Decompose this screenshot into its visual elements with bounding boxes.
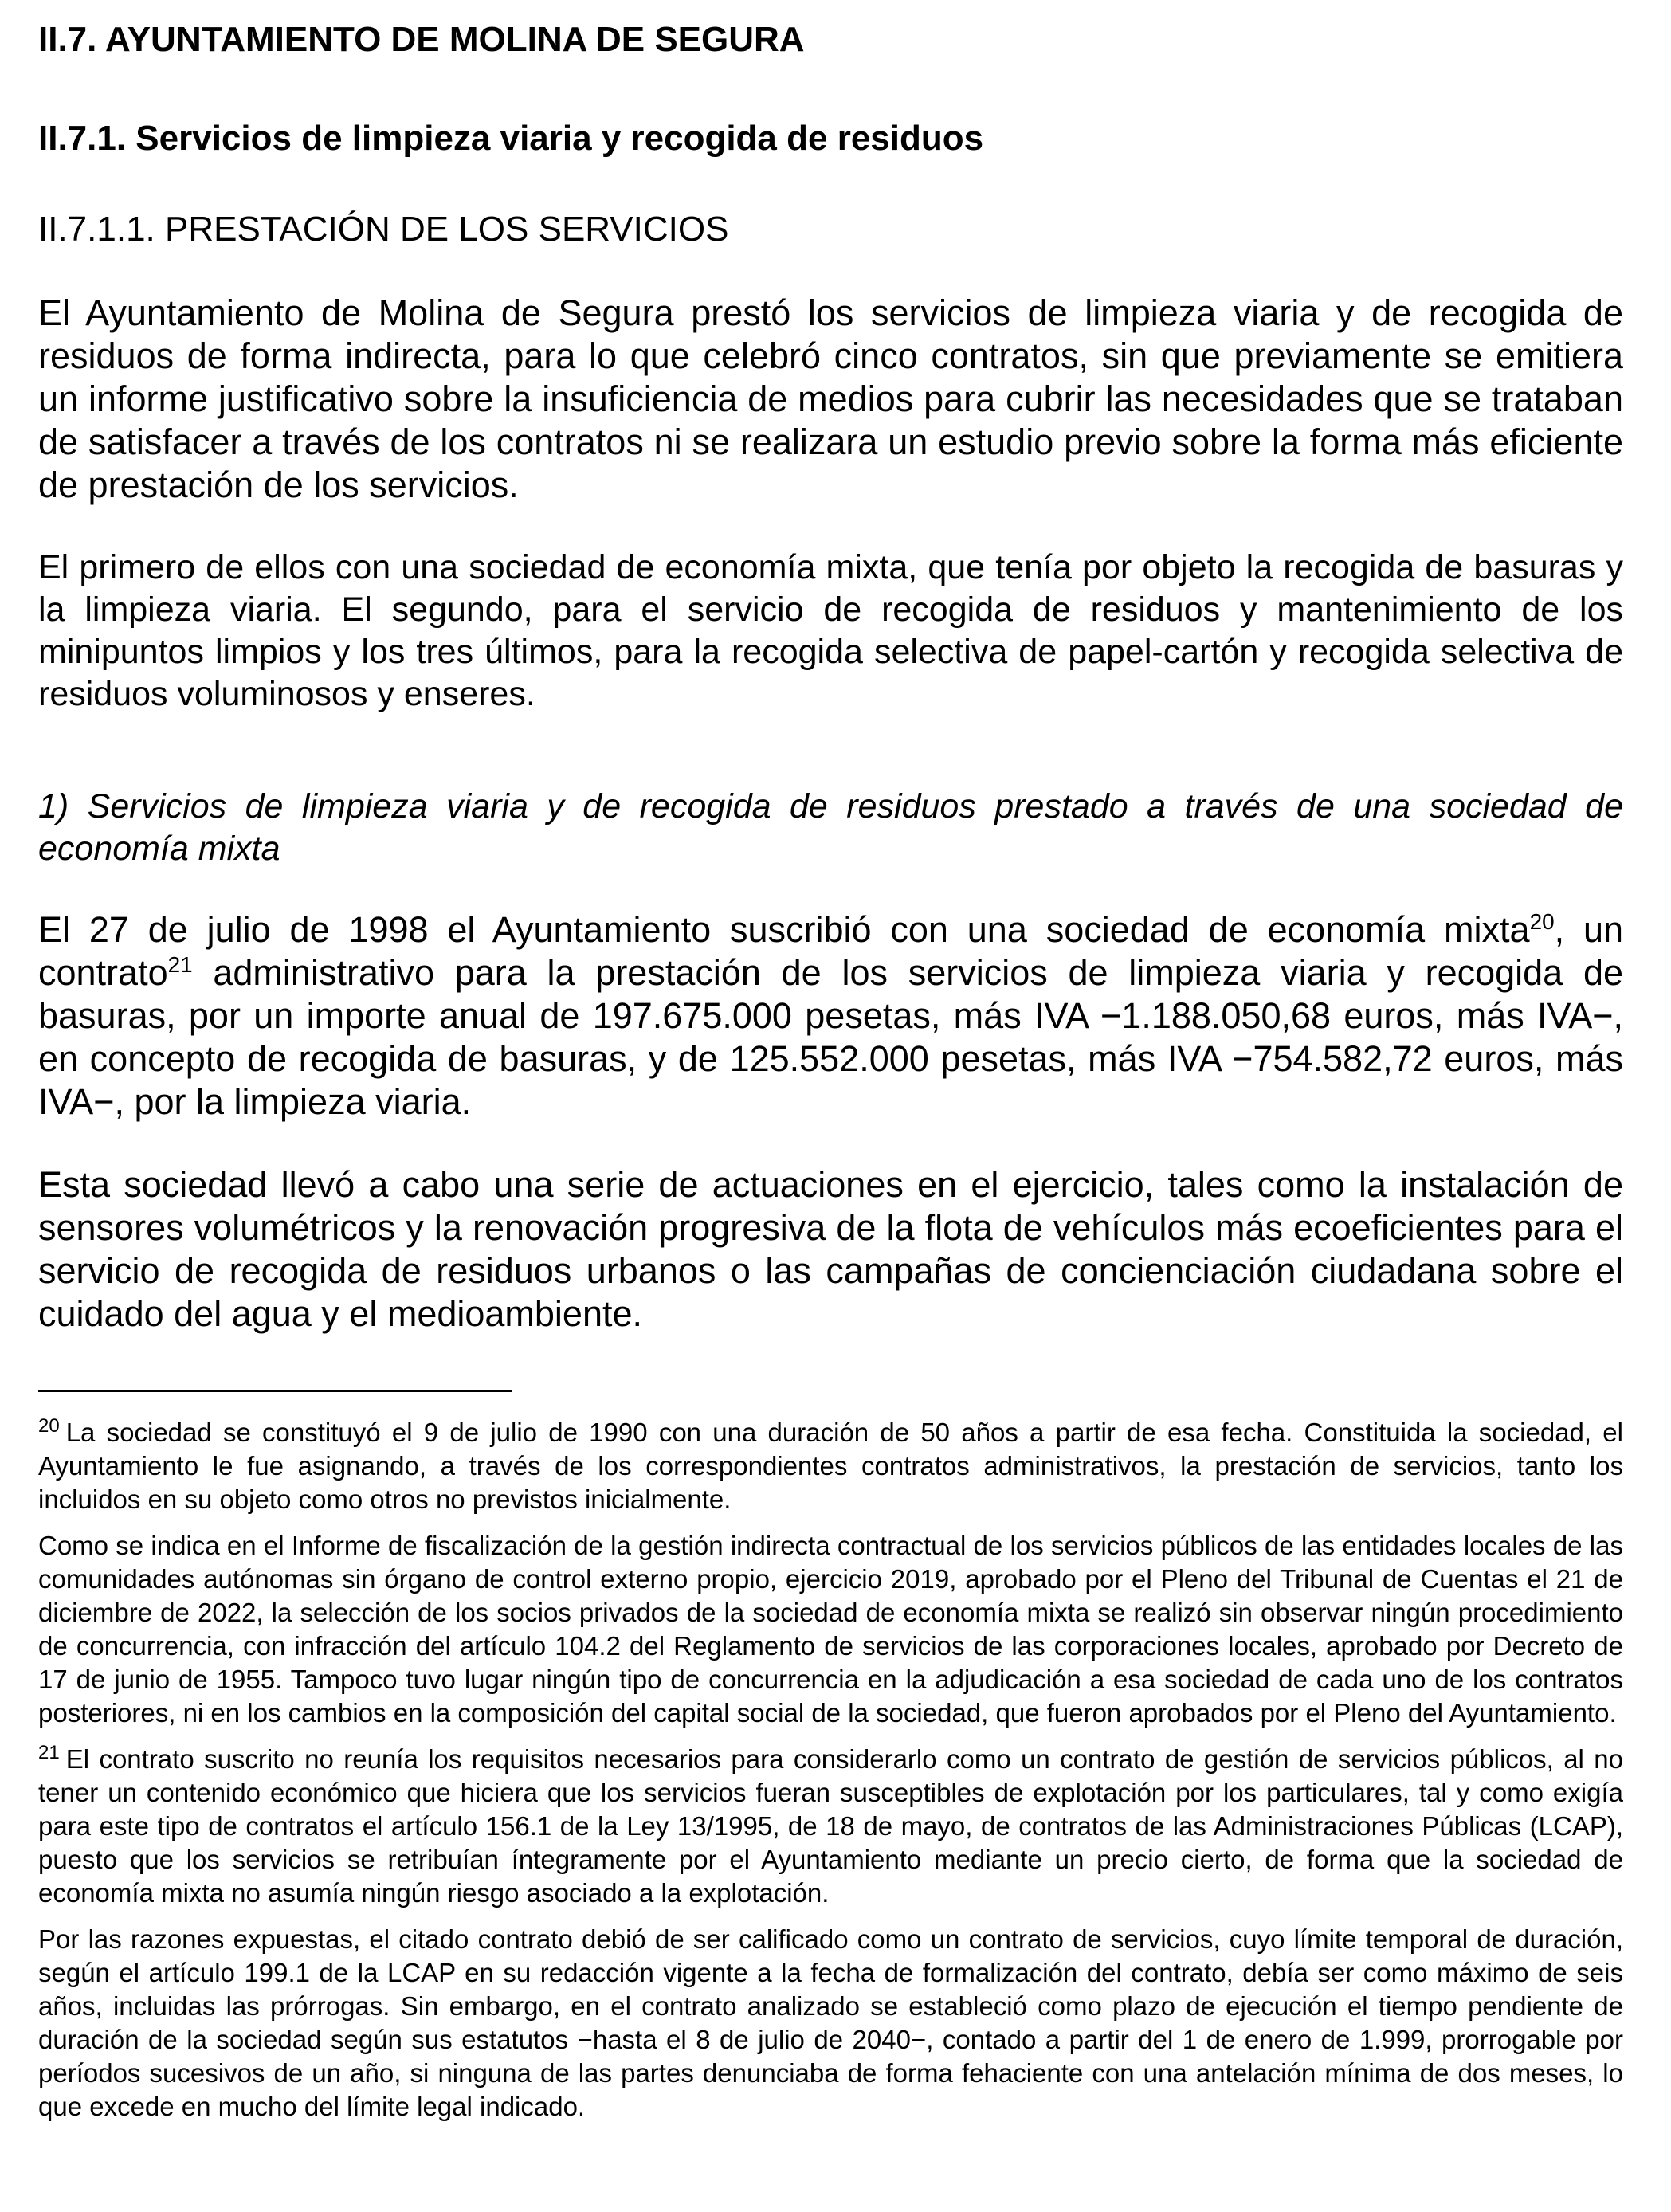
footnote-21-continuation: Por las razones expuestas, el citado contrato debió de ser calificado como un contrato de servicios, cuyo límite temporal de duración, según el artículo 199.1 de la LCAP en su redacción vigente a la fecha de formalización del contrato, debía ser como máximo de seis años, incluidas las prórrogas. Sin embargo, en el contrato analizado se estableció como plazo de ejecución el tiempo pendiente de duración de la sociedad según sus estatutos −hasta el 8 de julio de 2040−, contado a partir del 1 de enero de 1.999, prorrogable por períodos sucesivos de un año, si ninguna de las partes denunciaba de forma fehaciente con una antelación mínima de dos meses, lo que excede en mucho del límite legal indicado. xyxy=(38,1924,1623,2121)
section-heading: II.7. AYUNTAMIENTO DE MOLINA DE SEGURA xyxy=(38,20,805,59)
sub-subsection-heading: II.7.1.1. PRESTACIÓN DE LOS SERVICIOS xyxy=(38,210,729,249)
paragraph-contract-1998 xyxy=(38,908,1623,1124)
footnote-21-mark: 21 xyxy=(38,1742,60,1763)
footnote-21 xyxy=(38,1743,1623,1910)
paragraph-intro: El Ayuntamiento de Molina de Segura prestó los servicios de limpieza viaria y de recogida de residuos de forma indirecta, para lo que celebró cinco contratos, sin que previamente se emitiera un informe justificativo sobre la insuficiencia de medios para cubrir las necesidades que se trataban de satisfacer a través de los contratos ni se realizara un estudio previo sobre la forma más eficiente de prestación de los servicios. xyxy=(38,292,1623,505)
paragraph-contracts: El primero de ellos con una sociedad de economía mixta, que tenía por objeto la recogida de basuras y la limpieza viaria. El segundo, para el servicio de recogida de residuos y mantenimiento de los minipuntos limpios y los tres últimos, para la recogida selectiva de papel-cartón y recogida selectiva de residuos voluminosos y enseres. xyxy=(38,548,1623,713)
footnote-20-mark: 20 xyxy=(38,1415,60,1437)
footnote-ref-21[interactable]: 21 xyxy=(167,952,193,977)
footnote-20-continuation: Como se indica en el Informe de fiscalización de la gestión indirecta contractual de los servicios públicos de las entidades locales de las comunidades autónomas sin órgano de control externo propio, ejercicio 2019, aprobado por el Pleno del Tribunal de Cuentas el 21 de diciembre de 2022, la selección de los socios privados de la sociedad de economía mixta se realizó sin observar ningún procedimiento de concurrencia, con infracción del artículo 104.2 del Reglamento de servicios de las corporaciones locales, aprobado por Decreto de 17 de junio de 1955. Tampoco tuvo lugar ningún tipo de concurrencia en la adjudicación a esa sociedad de cada uno de los contratos posteriores, ni en los cambios en la composición del capital social de la sociedad, que fueron aprobados por el Pleno del Ayuntamiento. xyxy=(38,1531,1623,1728)
footnote-ref-20[interactable]: 20 xyxy=(1529,909,1555,934)
footnote-20 xyxy=(38,1416,1623,1516)
contract-text-c: administrativo para la prestación de los servicios de limpieza viaria y recogida de basuras, por un importe anual de 197.675.000 pesetas, más IVA −1.188.050,68 euros, más IVA−, en concepto de recogida de basuras, y de 125.552.000 pesetas, más IVA −754.582,72 euros, más IVA−, por la limpieza viaria. xyxy=(38,952,1623,1122)
italic-subheading: 1) Servicios de limpieza viaria y de recogida de residuos prestado a través de una sociedad de economía mixta xyxy=(38,787,1623,868)
contract-text-b: , un contrato xyxy=(38,909,1623,993)
footnote-20-text: La sociedad se constituyó el 9 de julio de 1990 con una duración de 50 años a partir de esa fecha. Constituida la sociedad, el Ayuntamiento le fue asignando, a través de los correspondientes contratos administrativos, la prestación de servicios, tanto los incluidos en su objeto como otros no previstos inicialmente. xyxy=(38,1418,1623,1514)
footnote-21-text: El contrato suscrito no reunía los requisitos necesarios para considerarlo como un contrato de gestión de servicios públicos, al no tener un contenido económico que hiciera que los servicios fueran susceptibles de explotación por los particulares, tal y como exigía para este tipo de contratos el artículo 156.1 de la Ley 13/1995, de 18 de mayo, de contratos de las Administraciones Públicas (LCAP), puesto que los servicios se retribuían íntegramente por el Ayuntamiento mediante un precio cierto, de forma que la sociedad de economía mixta no asumía ningún riesgo asociado a la explotación. xyxy=(38,1744,1623,1908)
contract-text-a: El 27 de julio de 1998 el Ayuntamiento suscribió con una sociedad de economía mixta xyxy=(38,909,1530,950)
footnote-separator xyxy=(38,1390,512,1392)
paragraph-actions: Esta sociedad llevó a cabo una serie de actuaciones en el ejercicio, tales como la instalación de sensores volumétricos y la renovación progresiva de la flota de vehículos más ecoeficientes para el servicio de recogida de residuos urbanos o las campañas de concienciación ciudadana sobre el cuidado del agua y el medioambiente. xyxy=(38,1164,1623,1334)
subsection-heading: II.7.1. Servicios de limpieza viaria y recogida de residuos xyxy=(38,119,984,158)
